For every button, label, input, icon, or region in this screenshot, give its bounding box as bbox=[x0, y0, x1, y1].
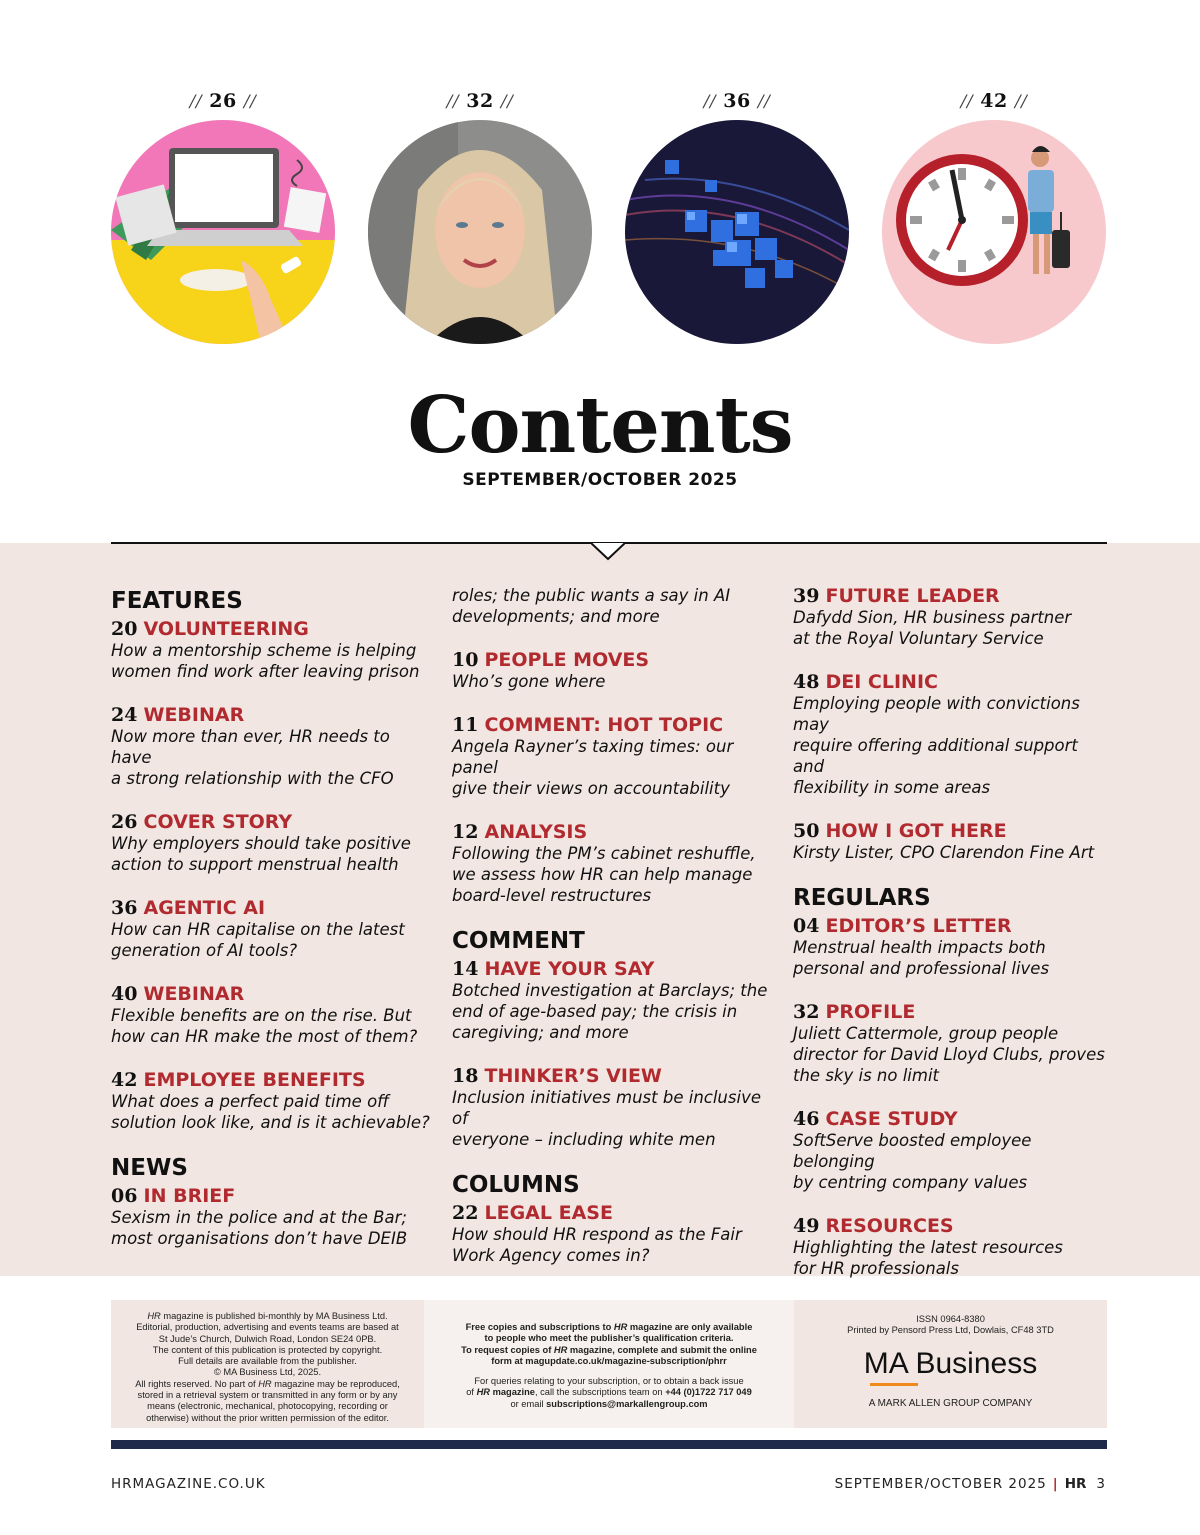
thumbnail-42[interactable] bbox=[882, 90, 1106, 344]
mag-name: HR bbox=[147, 1311, 161, 1321]
mag-name: HR bbox=[613, 1322, 628, 1332]
contents-entry[interactable] bbox=[452, 714, 772, 799]
entry-label: COVER STORY bbox=[143, 811, 293, 833]
info-text: of bbox=[466, 1387, 477, 1398]
entry-desc: most organisations don’t have DEIB bbox=[111, 1229, 408, 1248]
info-text: magazine, complete and submit the online bbox=[567, 1344, 757, 1355]
section-heading-features: FEATURES bbox=[111, 588, 243, 614]
entry-desc: Flexible benefits are on the rise. But bbox=[111, 1006, 412, 1025]
entry-page: 40 bbox=[111, 983, 138, 1005]
entry-label: WEBINAR bbox=[143, 704, 245, 726]
printer: Printed by Pensord Press Ltd, Dowlais, CF48 3TD bbox=[847, 1325, 1054, 1336]
contents-entry[interactable] bbox=[793, 1001, 1113, 1086]
contents-entry[interactable] bbox=[793, 820, 1113, 863]
page-number: 3 bbox=[1096, 1476, 1106, 1492]
contents-entry[interactable] bbox=[111, 1185, 431, 1249]
entry-desc: Juliett Cattermole, group people bbox=[793, 1024, 1059, 1043]
entry-label: COMMENT: HOT TOPIC bbox=[484, 714, 724, 736]
contents-entry[interactable] bbox=[793, 1108, 1113, 1193]
entry-desc: Following the PM’s cabinet reshuffle, bbox=[452, 844, 756, 863]
entry-page: 10 bbox=[452, 649, 479, 671]
footer-rule bbox=[111, 1440, 1107, 1449]
entry-desc: a strong relationship with the CFO bbox=[111, 769, 394, 788]
info-text: or email bbox=[510, 1398, 547, 1409]
entry-page: 49 bbox=[793, 1215, 820, 1237]
thumbnail-32[interactable] bbox=[368, 90, 592, 344]
contents-entry[interactable] bbox=[793, 1215, 1113, 1279]
entry-desc: How can HR capitalise on the latest bbox=[111, 920, 405, 939]
entry-desc: personal and professional lives bbox=[793, 959, 1050, 978]
info-text: St Jude’s Church, Dulwich Road, London SE24 0PB. bbox=[158, 1333, 377, 1344]
entry-page: 11 bbox=[452, 714, 479, 736]
entry-desc: require offering additional support and bbox=[793, 736, 1078, 776]
entry-desc: action to support menstrual health bbox=[111, 855, 399, 874]
entry-desc: Kirsty Lister, CPO Clarendon Fine Art bbox=[793, 843, 1095, 862]
entry-desc: by centring company values bbox=[793, 1173, 1028, 1192]
entry-label: PEOPLE MOVES bbox=[484, 649, 650, 671]
page-ref bbox=[882, 90, 1106, 116]
divider-notch bbox=[591, 542, 625, 561]
entry-desc: SoftServe boosted employee belonging bbox=[793, 1131, 1032, 1171]
contents-column-2 bbox=[452, 585, 772, 1288]
entry-desc: how can HR make the most of them? bbox=[111, 1027, 418, 1046]
phone-number[interactable]: +44 (0)1722 717 049 bbox=[665, 1387, 752, 1398]
entry-label: CASE STUDY bbox=[825, 1108, 958, 1130]
entry-desc: Menstrual health impacts both bbox=[793, 938, 1046, 957]
mag-name: HR bbox=[258, 1378, 272, 1389]
section-heading-regulars: REGULARS bbox=[793, 885, 931, 911]
slashes: // bbox=[757, 92, 771, 112]
mag-name: HR bbox=[476, 1387, 490, 1398]
info-text: Free copies and subscriptions to bbox=[465, 1322, 614, 1332]
entry-label: EMPLOYEE BENEFITS bbox=[143, 1069, 366, 1091]
entry-page: 20 bbox=[111, 618, 138, 640]
entry-desc: How should HR respond as the Fair bbox=[452, 1225, 742, 1244]
contents-entry[interactable] bbox=[452, 1202, 772, 1266]
info-text: magazine is published bi-monthly by MA Business Ltd. bbox=[160, 1311, 388, 1321]
entry-label: HOW I GOT HERE bbox=[825, 820, 1007, 842]
entry-label: PROFILE bbox=[825, 1001, 916, 1023]
info-text: to people who meet the publisher’s qualification criteria. bbox=[484, 1333, 734, 1344]
entry-desc: at the Royal Voluntary Service bbox=[793, 629, 1044, 648]
printer-info-box bbox=[794, 1300, 1107, 1428]
page-ref bbox=[625, 90, 849, 116]
info-text: magazine bbox=[490, 1387, 535, 1398]
entry-label: WEBINAR bbox=[143, 983, 245, 1005]
entry-label: IN BRIEF bbox=[143, 1185, 236, 1207]
entry-desc: give their views on accountability bbox=[452, 779, 730, 798]
entry-desc: director for David Lloyd Clubs, proves bbox=[793, 1045, 1105, 1064]
info-text: Full details are available from the publisher. bbox=[178, 1356, 357, 1367]
contents-entry[interactable] bbox=[111, 618, 431, 682]
entry-page: 06 bbox=[111, 1185, 138, 1207]
slashes: // bbox=[500, 92, 514, 112]
entry-continuation bbox=[452, 585, 772, 627]
publisher-info bbox=[123, 1311, 412, 1424]
entry-page: 22 bbox=[452, 1202, 479, 1224]
email-link[interactable]: subscriptions@markallengroup.com bbox=[546, 1398, 708, 1409]
entry-label: DEI CLINIC bbox=[825, 671, 938, 693]
entry-page: 48 bbox=[793, 671, 820, 693]
page-number: 36 bbox=[723, 90, 751, 112]
folio bbox=[835, 1476, 1106, 1492]
info-text: otherwise) without the prior written permission of the editor. bbox=[146, 1412, 389, 1423]
contents-entry[interactable] bbox=[111, 1069, 431, 1133]
entry-desc: Sexism in the police and at the Bar; bbox=[111, 1208, 407, 1227]
entry-desc: women find work after leaving prison bbox=[111, 662, 420, 681]
entry-desc: for HR professionals bbox=[793, 1259, 959, 1278]
entry-label: THINKER’S VIEW bbox=[484, 1065, 662, 1087]
entry-page: 14 bbox=[452, 958, 479, 980]
slashes: // bbox=[960, 92, 974, 112]
entry-desc: everyone – including white men bbox=[452, 1130, 716, 1149]
entry-desc: Inclusion initiatives must be inclusive of bbox=[452, 1088, 761, 1128]
info-text: , call the subscriptions team on bbox=[534, 1387, 666, 1398]
slashes: // bbox=[189, 92, 203, 112]
page-number: 42 bbox=[980, 90, 1008, 112]
contents-entry[interactable] bbox=[793, 671, 1113, 798]
page-number: 26 bbox=[209, 90, 237, 112]
entry-page: 50 bbox=[793, 820, 820, 842]
entry-label: LEGAL EASE bbox=[484, 1202, 613, 1224]
entry-page: 42 bbox=[111, 1069, 138, 1091]
entry-page: 46 bbox=[793, 1108, 820, 1130]
section-heading-comment: COMMENT bbox=[452, 928, 585, 954]
info-text: means (electronic, mechanical, photocopying, recording or bbox=[147, 1401, 388, 1412]
ma-business-logo: MA Business bbox=[863, 1346, 1038, 1380]
page-title: Contents bbox=[407, 380, 793, 471]
entry-page: 18 bbox=[452, 1065, 479, 1087]
entry-desc: Employing people with convictions may bbox=[793, 694, 1080, 734]
entry-desc: solution look like, and is it achievable? bbox=[111, 1113, 430, 1132]
page-ref bbox=[111, 90, 335, 116]
entry-desc: Now more than ever, HR needs to have bbox=[111, 727, 390, 767]
laptop-desk-illustration bbox=[111, 120, 335, 344]
entry-desc: Dafydd Sion, HR business partner bbox=[793, 608, 1072, 627]
entry-page: 39 bbox=[793, 585, 820, 607]
entry-desc: board-level restructures bbox=[452, 886, 652, 905]
entry-label: FUTURE LEADER bbox=[825, 585, 1000, 607]
entry-desc: What does a perfect paid time off bbox=[111, 1092, 390, 1111]
entry-label: RESOURCES bbox=[825, 1215, 954, 1237]
entry-page: 24 bbox=[111, 704, 138, 726]
issn: ISSN 0964-8380 bbox=[916, 1314, 985, 1324]
publisher-info-box bbox=[111, 1300, 424, 1428]
folio-mag: HR bbox=[1064, 1476, 1087, 1492]
subscription-link[interactable]: form at magupdate.co.uk/magazine-subscription/phrr bbox=[491, 1355, 727, 1366]
section-heading-columns: COLUMNS bbox=[452, 1172, 580, 1198]
entry-desc: we assess how HR can help manage bbox=[452, 865, 753, 884]
entry-label: AGENTIC AI bbox=[143, 897, 266, 919]
info-text: magazine may be reproduced, bbox=[271, 1378, 400, 1389]
logo-underline bbox=[870, 1383, 918, 1386]
contents-entry[interactable] bbox=[111, 811, 431, 875]
entry-desc: generation of AI tools? bbox=[111, 941, 298, 960]
contents-entry[interactable] bbox=[793, 585, 1113, 649]
entry-desc: How a mentorship scheme is helping bbox=[111, 641, 417, 660]
portrait-photo bbox=[368, 120, 592, 344]
info-text: All rights reserved. No part of bbox=[135, 1378, 259, 1389]
contents-entry[interactable] bbox=[452, 1065, 772, 1150]
contents-entry[interactable] bbox=[793, 915, 1113, 979]
contents-entry[interactable] bbox=[452, 649, 772, 692]
entry-desc: flexibility in some areas bbox=[793, 778, 991, 797]
info-text: stored in a retrieval system or transmitted in any form or by any bbox=[137, 1390, 398, 1401]
entry-desc: Botched investigation at Barclays; the bbox=[452, 981, 768, 1000]
entry-page: 04 bbox=[793, 915, 820, 937]
slashes: // bbox=[1014, 92, 1028, 112]
info-text: For queries relating to your subscription, or to obtain a back issue bbox=[474, 1376, 744, 1387]
contents-entry[interactable] bbox=[111, 704, 431, 789]
group-tagline: A MARK ALLEN GROUP COMPANY bbox=[868, 1397, 1033, 1409]
entry-desc: Angela Rayner’s taxing times: our panel bbox=[452, 737, 734, 777]
entry-desc: end of age-based pay; the crisis in bbox=[452, 1002, 738, 1021]
contents-column-1 bbox=[111, 588, 431, 1271]
slashes: // bbox=[243, 92, 257, 112]
slashes: // bbox=[446, 92, 460, 112]
info-text: The content of this publication is protected by copyright. bbox=[152, 1344, 383, 1355]
contents-entry[interactable] bbox=[452, 958, 772, 1043]
page-ref bbox=[368, 90, 592, 116]
section-heading-news: NEWS bbox=[111, 1155, 188, 1181]
entry-desc: roles; the public wants a say in AI bbox=[452, 586, 731, 605]
folio-separator: | bbox=[1052, 1476, 1059, 1492]
entry-page: 26 bbox=[111, 811, 138, 833]
entry-label: VOLUNTEERING bbox=[143, 618, 309, 640]
info-text: magazine are only available bbox=[627, 1322, 753, 1332]
subscription-info-box bbox=[424, 1300, 794, 1428]
info-text: © MA Business Ltd, 2025. bbox=[213, 1367, 322, 1378]
contents-entry[interactable] bbox=[111, 897, 431, 961]
entry-label: EDITOR’S LETTER bbox=[825, 915, 1012, 937]
contents-entry[interactable] bbox=[452, 821, 772, 906]
subscription-info bbox=[444, 1322, 774, 1410]
entry-desc: Work Agency comes in? bbox=[452, 1246, 650, 1265]
entry-page: 36 bbox=[111, 897, 138, 919]
entry-desc: Why employers should take positive bbox=[111, 834, 411, 853]
issue-date: SEPTEMBER/OCTOBER 2025 bbox=[462, 470, 738, 490]
thumbnail-row bbox=[0, 90, 1200, 350]
page-number: 32 bbox=[466, 90, 494, 112]
slashes: // bbox=[703, 92, 717, 112]
entry-desc: Who’s gone where bbox=[452, 672, 606, 691]
entry-label: ANALYSIS bbox=[484, 821, 588, 843]
entry-desc: caregiving; and more bbox=[452, 1023, 629, 1042]
thumbnail-26[interactable] bbox=[111, 90, 335, 344]
folio-issue: SEPTEMBER/OCTOBER 2025 bbox=[834, 1476, 1047, 1492]
entry-desc: Highlighting the latest resources bbox=[793, 1238, 1063, 1257]
contents-entry[interactable] bbox=[111, 983, 431, 1047]
info-text: To request copies of bbox=[461, 1344, 554, 1355]
entry-desc: the sky is no limit bbox=[793, 1066, 940, 1085]
entry-label: HAVE YOUR SAY bbox=[484, 958, 655, 980]
clock-traveller-illustration bbox=[882, 120, 1106, 344]
thumbnail-36[interactable] bbox=[625, 90, 849, 344]
entry-desc: developments; and more bbox=[452, 607, 660, 626]
website-url[interactable]: HRMAGAZINE.CO.UK bbox=[111, 1476, 266, 1492]
mag-name: HR bbox=[553, 1344, 568, 1355]
info-text: Editorial, production, advertising and events teams are based at bbox=[136, 1322, 399, 1333]
entry-page: 12 bbox=[452, 821, 479, 843]
entry-page: 32 bbox=[793, 1001, 820, 1023]
contents-column-3 bbox=[793, 585, 1113, 1301]
ai-cubes-illustration bbox=[625, 120, 849, 344]
